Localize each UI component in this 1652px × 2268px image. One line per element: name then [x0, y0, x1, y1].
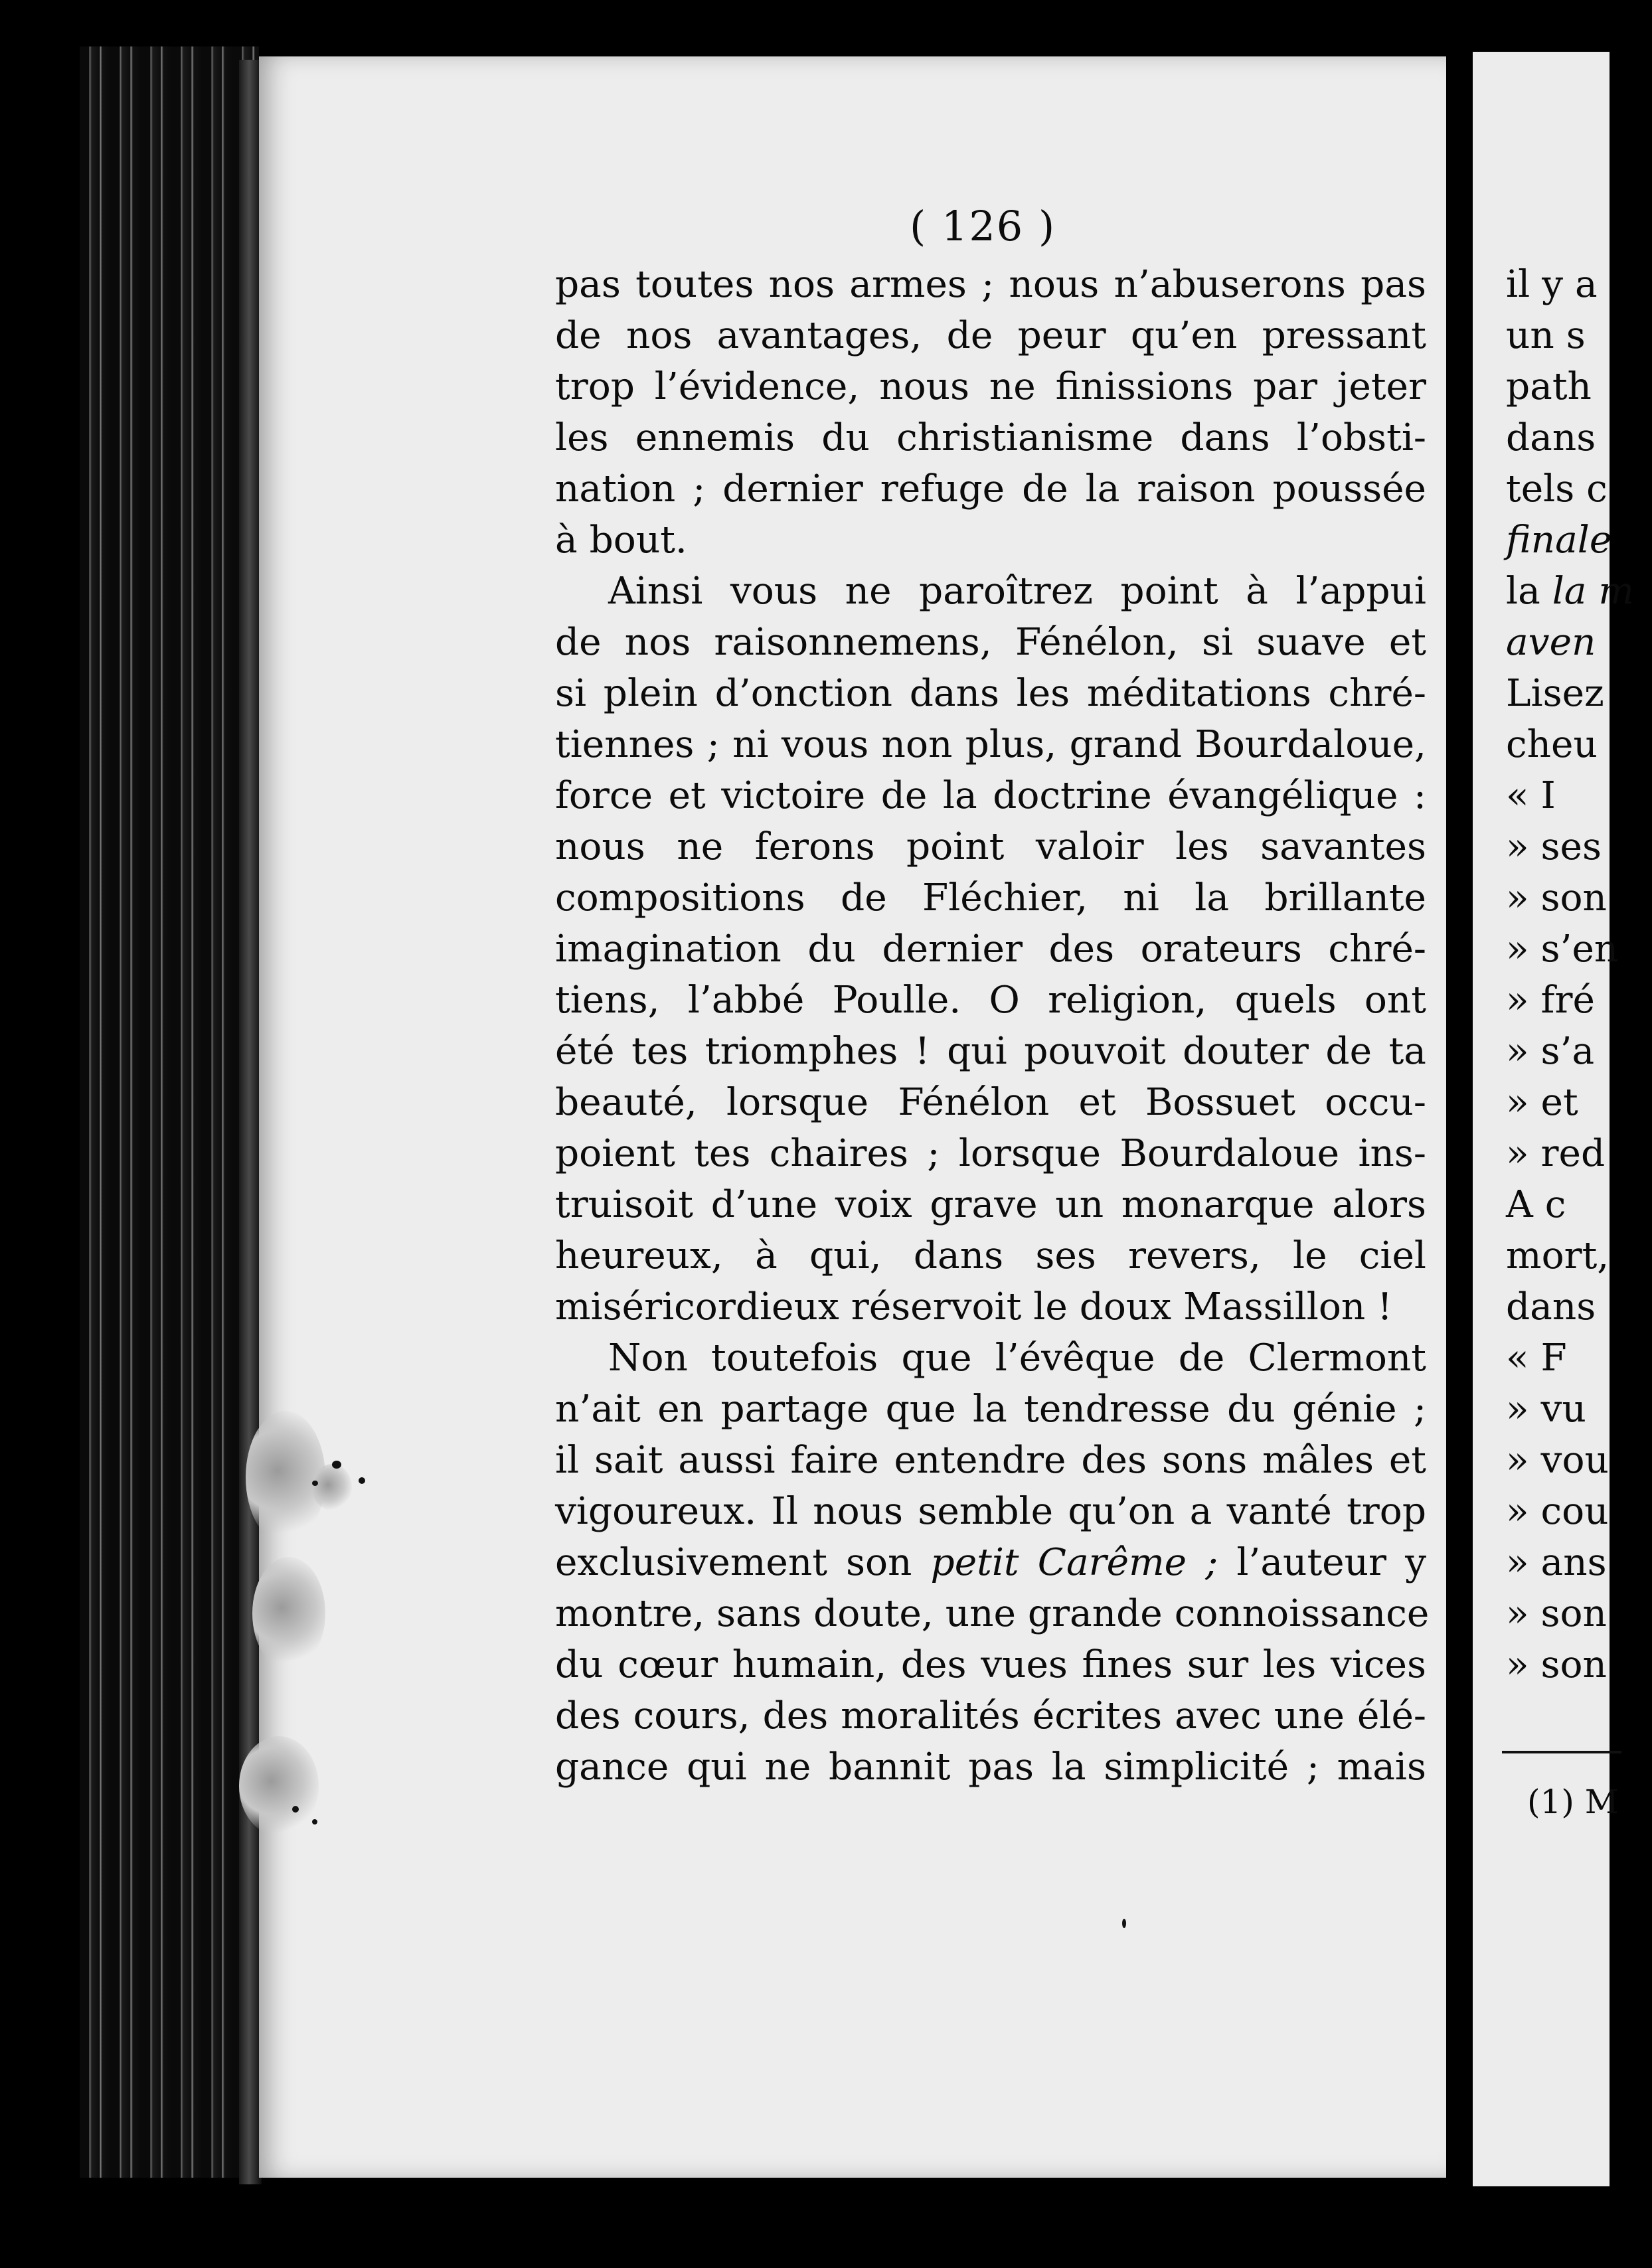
right-text-line: » s’a	[1506, 1030, 1595, 1073]
right-text-line: » red	[1506, 1132, 1606, 1175]
speck	[292, 1806, 299, 1813]
text-line: Ainsi vous ne paroîtrez point à l’appui	[608, 570, 1426, 613]
speck	[312, 1481, 318, 1486]
text-line: de nos avantages, de peur qu’en pressant	[555, 314, 1426, 357]
speck	[312, 1819, 317, 1824]
text-line-with-italic	[555, 1537, 1426, 1588]
right-text-line: Lisez	[1506, 672, 1604, 715]
right-text-line: « F	[1506, 1336, 1567, 1380]
text-line: nation ; dernier refuge de la raison poussée	[555, 467, 1426, 511]
right-text-line: dans	[1506, 1285, 1596, 1329]
right-italic-fragment: la m	[1552, 570, 1635, 613]
text-line: compositions de Fléchier, ni la brillante	[555, 876, 1426, 920]
right-text-line: » vu	[1506, 1388, 1586, 1431]
text-line: Non toutefois que l’évêque de Clermont	[608, 1336, 1426, 1380]
binding-edge	[239, 60, 262, 2184]
right-text-line: » ans	[1506, 1541, 1607, 1584]
text-line: à bout.	[555, 519, 687, 562]
stain	[252, 1557, 325, 1670]
text-line: gance qui ne bannit pas la simplicité ; mais	[555, 1745, 1426, 1789]
text-segment: exclusivement son	[555, 1541, 912, 1584]
text-line: vigoureux. Il nous semble qu’on a vanté trop	[555, 1490, 1426, 1533]
book-binding	[80, 46, 259, 2178]
text-line: les ennemis du christianisme dans l’obsti-	[555, 416, 1426, 459]
text-line: du cœur humain, des vues fines sur les vices	[555, 1643, 1426, 1686]
right-text-line: mort,	[1506, 1234, 1610, 1277]
speck	[359, 1477, 365, 1484]
right-text-line: » son	[1506, 1592, 1607, 1635]
text-line: tiennes ; ni vous non plus, grand Bourdaloue,	[555, 723, 1426, 766]
text-line: des cours, des moralités écrites avec une élé-	[555, 1694, 1426, 1738]
stain	[312, 1464, 352, 1510]
right-text-line: » son	[1506, 1643, 1607, 1686]
speck	[332, 1461, 341, 1469]
right-text-line: » cou	[1506, 1490, 1609, 1533]
text-line: montre, sans doute, une grande connoissance	[555, 1592, 1430, 1635]
text-line: nous ne ferons point valoir les savantes	[555, 825, 1426, 868]
text-line: truisoit d’une voix grave un monarque alors	[555, 1183, 1426, 1226]
text-line: n’ait en partage que la tendresse du génie ;	[555, 1388, 1426, 1431]
text-line: beauté, lorsque Fénélon et Bossuet occu-	[555, 1081, 1426, 1124]
stain	[239, 1736, 319, 1836]
text-line: été tes triomphes ! qui pouvoit douter de ta	[555, 1030, 1426, 1073]
page-body	[555, 259, 1430, 1793]
text-line: si plein d’onction dans les méditations chré-	[555, 672, 1426, 715]
right-text-line: » s’en	[1506, 928, 1619, 971]
footnote-rule	[1502, 1751, 1621, 1753]
text-line: tiens, l’abbé Poulle. O religion, quels ont	[555, 979, 1426, 1022]
speck	[1122, 1919, 1126, 1928]
text-line: miséricordieux réservoit le doux Massillon !	[555, 1285, 1392, 1329]
text-line: trop l’évidence, nous ne finissions par jeter	[555, 365, 1426, 408]
right-text-line: A c	[1506, 1183, 1566, 1226]
text-line: heureux, à qui, dans ses revers, le ciel	[555, 1234, 1426, 1277]
right-page-text	[1506, 259, 1652, 1690]
text-line: de nos raisonnemens, Fénélon, si suave et	[555, 621, 1426, 664]
text-line: imagination du dernier des orateurs chré-	[555, 928, 1426, 971]
text-line: poient tes chaires ; lorsque Bourdaloue ins-	[555, 1132, 1426, 1175]
text-line: force et victoire de la doctrine évangélique :	[555, 774, 1426, 817]
right-text-line: dans	[1506, 416, 1596, 459]
page-gutter	[1446, 50, 1473, 2191]
text-line: pas toutes nos armes ; nous n’abuserons pas	[555, 263, 1426, 306]
right-footnote: (1) M	[1527, 1783, 1619, 1821]
right-text-line: tels c	[1506, 467, 1608, 511]
right-text-line: la la m	[1506, 570, 1635, 613]
right-text-line: » et	[1506, 1081, 1578, 1124]
right-text-line: » fré	[1506, 979, 1595, 1022]
right-text-line: « I	[1506, 774, 1556, 817]
right-text-line: » vou	[1506, 1439, 1609, 1482]
right-text-line: aven	[1506, 621, 1596, 664]
page-number: ( 126 )	[910, 202, 1056, 250]
right-text-line: un s	[1506, 314, 1586, 357]
right-text-line: » ses	[1506, 825, 1602, 868]
right-text-line: » son	[1506, 876, 1607, 920]
text-segment: l’auteur y	[1236, 1541, 1426, 1584]
italic-title: petit Carême ;	[930, 1541, 1218, 1584]
text-line: il sait aussi faire entendre des sons mâles et	[555, 1439, 1426, 1482]
right-text-line: path	[1506, 365, 1592, 408]
right-text-line: cheu	[1506, 723, 1598, 766]
right-text-line: finale	[1506, 519, 1612, 562]
right-text-line: il y a	[1506, 263, 1598, 306]
